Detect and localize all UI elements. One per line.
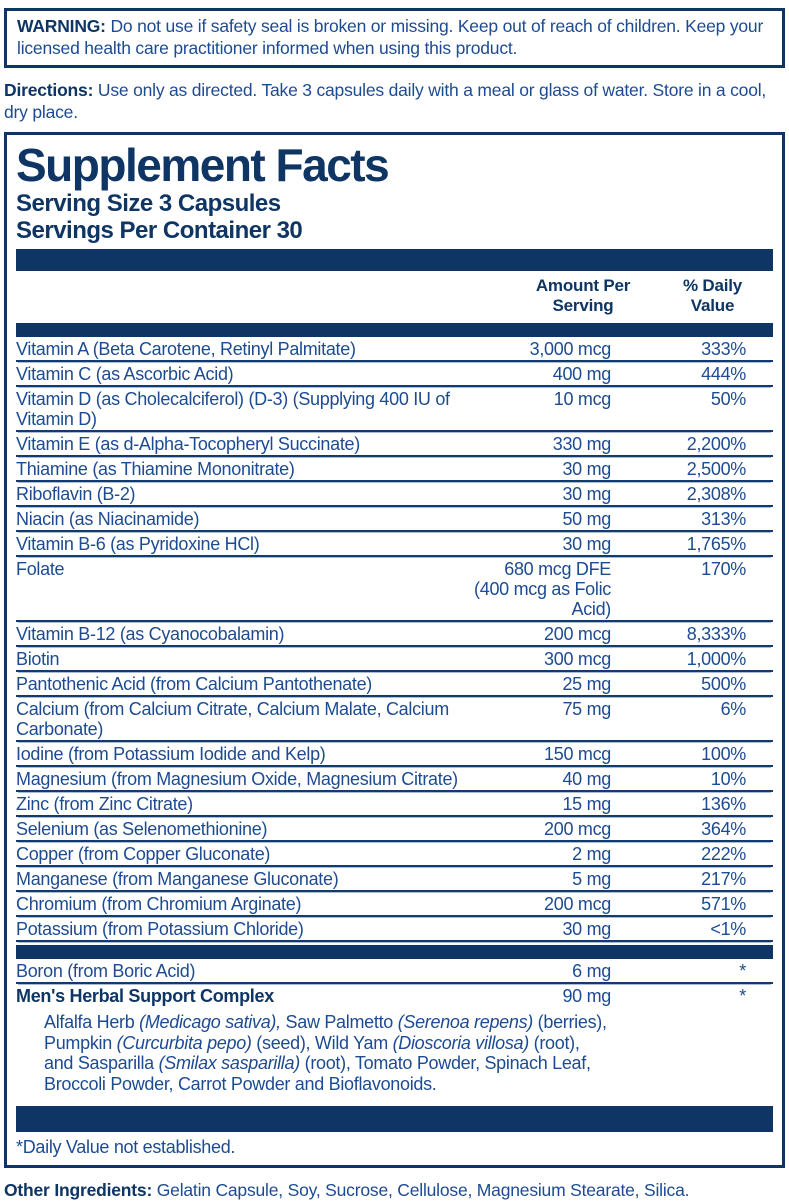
table-row [16, 867, 773, 892]
table-row [16, 767, 773, 792]
separator-bar-bottom [16, 1106, 773, 1132]
percent-daily-value-header: % Daily Value [682, 276, 743, 315]
directions-text: Use only as directed. Take 3 capsules daily with a meal or glass of water. Store in a cool, dry place. [4, 80, 767, 122]
nutrient-name: Folate [16, 559, 65, 579]
amount-per-serving-header: Amount Per Serving [535, 276, 631, 315]
nutrient-daily-value: 1,000% [686, 649, 746, 669]
nutrient-daily-value: 222% [701, 844, 746, 864]
nutrient-amount: 50 mg [562, 509, 611, 529]
nutrient-amount: 75 mg [562, 699, 611, 719]
nutrient-daily-value: 313% [701, 509, 746, 529]
separator-bar-top [16, 249, 773, 271]
nutrient-daily-value: 100% [701, 744, 746, 764]
nutrient-name: Selenium (as Selenomethionine) [16, 819, 268, 839]
nutrient-name: Vitamin A (Beta Carotene, Retinyl Palmitate) [16, 339, 356, 359]
supplement-facts-panel [4, 132, 785, 1168]
nutrient-amount-secondary: (400 mcg as Folic Acid) [474, 579, 611, 619]
servings-per-container: Servings Per Container 30 [16, 217, 303, 244]
table-row [16, 817, 773, 842]
nutrient-daily-value: <1% [710, 919, 746, 939]
nutrient-daily-value: 571% [701, 894, 746, 914]
nutrient-amount: 30 mg [562, 919, 611, 939]
table-row [16, 457, 773, 482]
nutrient-name: Vitamin C (as Ascorbic Acid) [16, 364, 234, 384]
nutrient-name: Vitamin B-12 (as Cyanocobalamin) [16, 624, 285, 644]
nutrient-amount: 6 mg [572, 961, 611, 981]
nutrient-name: Niacin (as Niacinamide) [16, 509, 200, 529]
nutrient-daily-value: 6% [720, 699, 746, 719]
directions-label: Directions: [4, 80, 94, 100]
nutrient-amount: 300 mcg [544, 649, 611, 669]
table-row [16, 362, 773, 387]
table-row [16, 647, 773, 672]
nutrient-table [16, 337, 773, 942]
nutrient-daily-value: 364% [701, 819, 746, 839]
nutrient-daily-value: 170% [701, 559, 746, 579]
nutrient-amount: 2 mg [572, 844, 611, 864]
table-row [16, 432, 773, 457]
warning-box [4, 8, 785, 68]
nutrient-amount: 90 mg [562, 986, 611, 1006]
nutrient-daily-value: 136% [701, 794, 746, 814]
nutrient-name: Vitamin D (as Cholecalciferol) (D-3) (Supplying 400 IU of Vitamin D) [16, 389, 450, 429]
other-ingredients-text: Gelatin Capsule, Soy, Sucrose, Cellulose, Magnesium Stearate, Silica. [152, 1180, 690, 1200]
serving-size: Serving Size 3 Capsules [16, 190, 281, 217]
nutrient-name: Zinc (from Zinc Citrate) [16, 794, 193, 814]
nutrient-daily-value: * [739, 961, 746, 981]
description-line: Pumpkin (Curcurbita pepo) (seed), Wild Yam (Dioscoria villosa) (root), [44, 1032, 580, 1053]
description-line: Alfalfa Herb (Medicago sativa), Saw Palmetto (Serenoa repens) (berries), [44, 1012, 607, 1032]
nutrient-name: Copper (from Copper Gluconate) [16, 844, 271, 864]
directions [4, 79, 785, 123]
nutrient-daily-value: 2,308% [686, 484, 746, 504]
nutrient-name: Boron (from Boric Acid) [16, 961, 196, 981]
nutrient-daily-value: 2,200% [686, 434, 746, 454]
table-row [16, 532, 773, 557]
nutrient-name: Calcium (from Calcium Citrate, Calcium Malate, Calcium Carbonate) [16, 699, 449, 739]
herbal-complex-description [16, 1007, 773, 1100]
nutrient-name: Pantothenic Acid (from Calcium Pantothenate) [16, 674, 372, 694]
table-row [16, 842, 773, 867]
nutrient-amount: 40 mg [562, 769, 611, 789]
nutrient-name: Vitamin E (as d-Alpha-Tocopheryl Succinate) [16, 434, 360, 454]
nutrient-amount: 3,000 mcg [529, 339, 611, 359]
nutrient-name: Men's Herbal Support Complex [16, 986, 274, 1006]
table-row [16, 482, 773, 507]
separator-bar-minerals [16, 945, 773, 959]
nutrient-daily-value: 217% [701, 869, 746, 889]
table-row [16, 697, 773, 742]
table-row [16, 984, 773, 1007]
nutrient-amount: 25 mg [562, 674, 611, 694]
nutrient-name: Iodine (from Potassium Iodide and Kelp) [16, 744, 326, 764]
nutrient-name: Riboflavin (B-2) [16, 484, 136, 504]
nutrient-amount: 30 mg [562, 484, 611, 504]
table-row [16, 387, 773, 432]
nutrient-amount: 200 mcg [544, 624, 611, 644]
nutrient-name: Vitamin B-6 (as Pyridoxine HCl) [16, 534, 260, 554]
table-row [16, 672, 773, 697]
nutrient-amount: 5 mg [572, 869, 611, 889]
daily-value-footnote: *Daily Value not established. [16, 1137, 236, 1157]
nutrient-daily-value: 1,765% [686, 534, 746, 554]
nutrient-amount: 15 mg [562, 794, 611, 814]
nutrient-table-bottom [16, 959, 773, 1007]
nutrient-daily-value: * [739, 986, 746, 1006]
warning-label: WARNING: [17, 16, 106, 36]
nutrient-daily-value: 50% [710, 389, 746, 409]
table-row [16, 337, 773, 362]
nutrient-daily-value: 333% [701, 339, 746, 359]
nutrient-name: Magnesium (from Magnesium Oxide, Magnesium Citrate) [16, 769, 458, 789]
nutrient-name: Potassium (from Potassium Chloride) [16, 919, 304, 939]
nutrient-amount: 30 mg [562, 534, 611, 554]
table-row [16, 507, 773, 532]
nutrient-daily-value: 444% [701, 364, 746, 384]
nutrient-name: Chromium (from Chromium Arginate) [16, 894, 302, 914]
nutrient-daily-value: 500% [701, 674, 746, 694]
table-row [16, 792, 773, 817]
nutrient-name: Biotin [16, 649, 60, 669]
other-ingredients-label: Other Ingredients: [4, 1180, 153, 1200]
nutrient-amount: 400 mg [552, 364, 611, 384]
table-row [16, 892, 773, 917]
nutrient-amount: 200 mcg [544, 819, 611, 839]
nutrient-amount: 30 mg [562, 459, 611, 479]
nutrient-name: Manganese (from Manganese Gluconate) [16, 869, 339, 889]
column-headers [16, 271, 773, 320]
description-line: Broccoli Powder, Carrot Powder and Bioflavonoids. [44, 1073, 437, 1094]
nutrient-name: Thiamine (as Thiamine Mononitrate) [16, 459, 295, 479]
nutrient-amount: 10 mcg [553, 389, 611, 409]
separator-bar-header [16, 323, 773, 337]
table-row [16, 917, 773, 942]
table-row [16, 742, 773, 767]
nutrient-amount: 200 mcg [544, 894, 611, 914]
nutrient-daily-value: 10% [710, 769, 746, 789]
description-line: and Sasparilla (Smilax sasparilla) (root), Tomato Powder, Spinach Leaf, [44, 1053, 591, 1073]
warning-text: Do not use if safety seal is broken or missing. Keep out of reach of children. Keep your licensed health care practitioner informed when using this product. [17, 16, 764, 58]
table-row [16, 557, 773, 622]
nutrient-amount: 680 mcg DFE (400 mcg as Folic Acid) [468, 559, 638, 619]
table-row [16, 622, 773, 647]
panel-title: Supplement Facts [16, 139, 389, 191]
other-ingredients [4, 1179, 785, 1201]
nutrient-daily-value: 2,500% [686, 459, 746, 479]
nutrient-daily-value: 8,333% [686, 624, 746, 644]
table-row [16, 959, 773, 984]
nutrient-amount: 150 mcg [544, 744, 611, 764]
nutrient-amount: 330 mg [552, 434, 611, 454]
